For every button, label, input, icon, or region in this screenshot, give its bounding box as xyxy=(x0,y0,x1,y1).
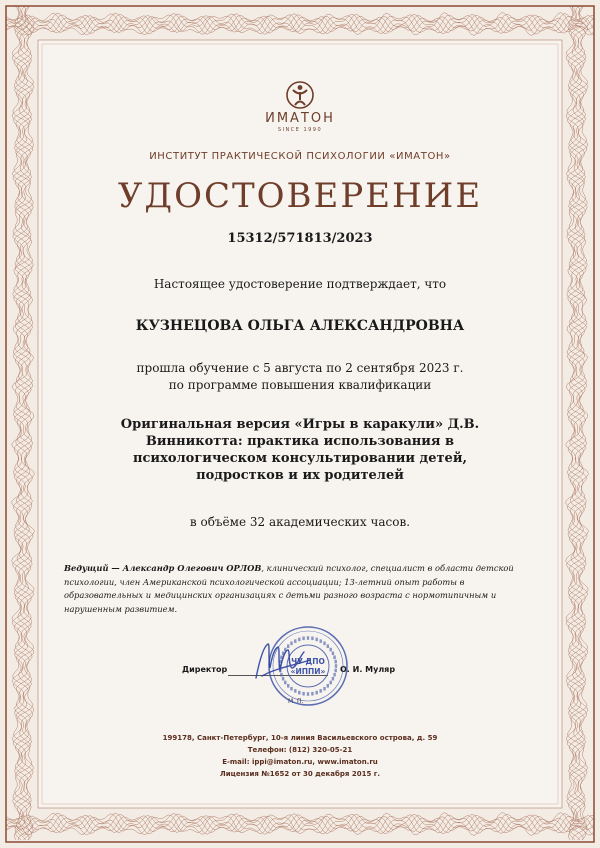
footer-address: 199178, Санкт-Петербург, 10-я линия Васильевского острова, д. 59 xyxy=(162,734,438,742)
certificate-title: УДОСТОВЕРЕНИЕ xyxy=(117,176,483,216)
imaton-logo xyxy=(48,80,552,133)
program-title: Оригинальная версия «Игры в каракули» Д.В. Винникотта: практика использования в психологическом консультировании детей, подростков и их родителей xyxy=(120,417,480,483)
lecturer-info xyxy=(64,562,536,616)
director-name: О. И. Муляр xyxy=(340,665,396,674)
certificate-number: 15312/571813/2023 xyxy=(227,231,373,246)
footer-contacts xyxy=(48,732,552,780)
hours-text: в объёме 32 академических часов. xyxy=(189,515,411,529)
footer-license: Лицензия №1652 от 30 декабря 2015 г. xyxy=(219,770,381,778)
logo-emblem-icon xyxy=(285,80,315,110)
logo-since: SINCE 1990 xyxy=(277,127,323,133)
lecturer-description: , клинический психолог, специалист в области детской психологии, член Американской психологической ассоциации; 13-летний опыт работы в образовательных и медицинских организациях с детьми разного возраста с нормотипичным и нарушенным развитием. xyxy=(64,563,514,614)
training-period xyxy=(48,360,552,394)
period-line-1: прошла обучение с 5 августа по 2 сентября 2023 г. xyxy=(136,361,464,375)
footer-phone: Телефон: (812) 320-05-21 xyxy=(247,746,353,754)
seal-place-label: М. П. xyxy=(288,698,304,705)
footer-email: E-mail: ippi@imaton.ru, www.imaton.ru xyxy=(222,758,378,766)
certificate-content xyxy=(48,48,552,800)
seal-center-line-1: ЧУ ДПО xyxy=(291,657,325,666)
institute-name: ИНСТИТУТ ПРАКТИЧЕСКОЙ ПСИХОЛОГИИ «ИМАТОН» xyxy=(149,151,451,162)
person-name: КУЗНЕЦОВА ОЛЬГА АЛЕКСАНДРОВНА xyxy=(135,318,465,334)
period-line-2: по программе повышения квалификации xyxy=(168,378,432,392)
lecturer-name: Ведущий — Александр Олегович ОРЛОВ xyxy=(64,563,262,573)
seal-center-line-2: «ИППИ» xyxy=(290,667,326,676)
director-signature xyxy=(248,638,318,688)
logo-name: ИМАТОН xyxy=(265,111,335,126)
director-label: Директор xyxy=(182,665,228,674)
confirmation-text: Настоящее удостоверение подтверждает, что xyxy=(153,277,447,291)
